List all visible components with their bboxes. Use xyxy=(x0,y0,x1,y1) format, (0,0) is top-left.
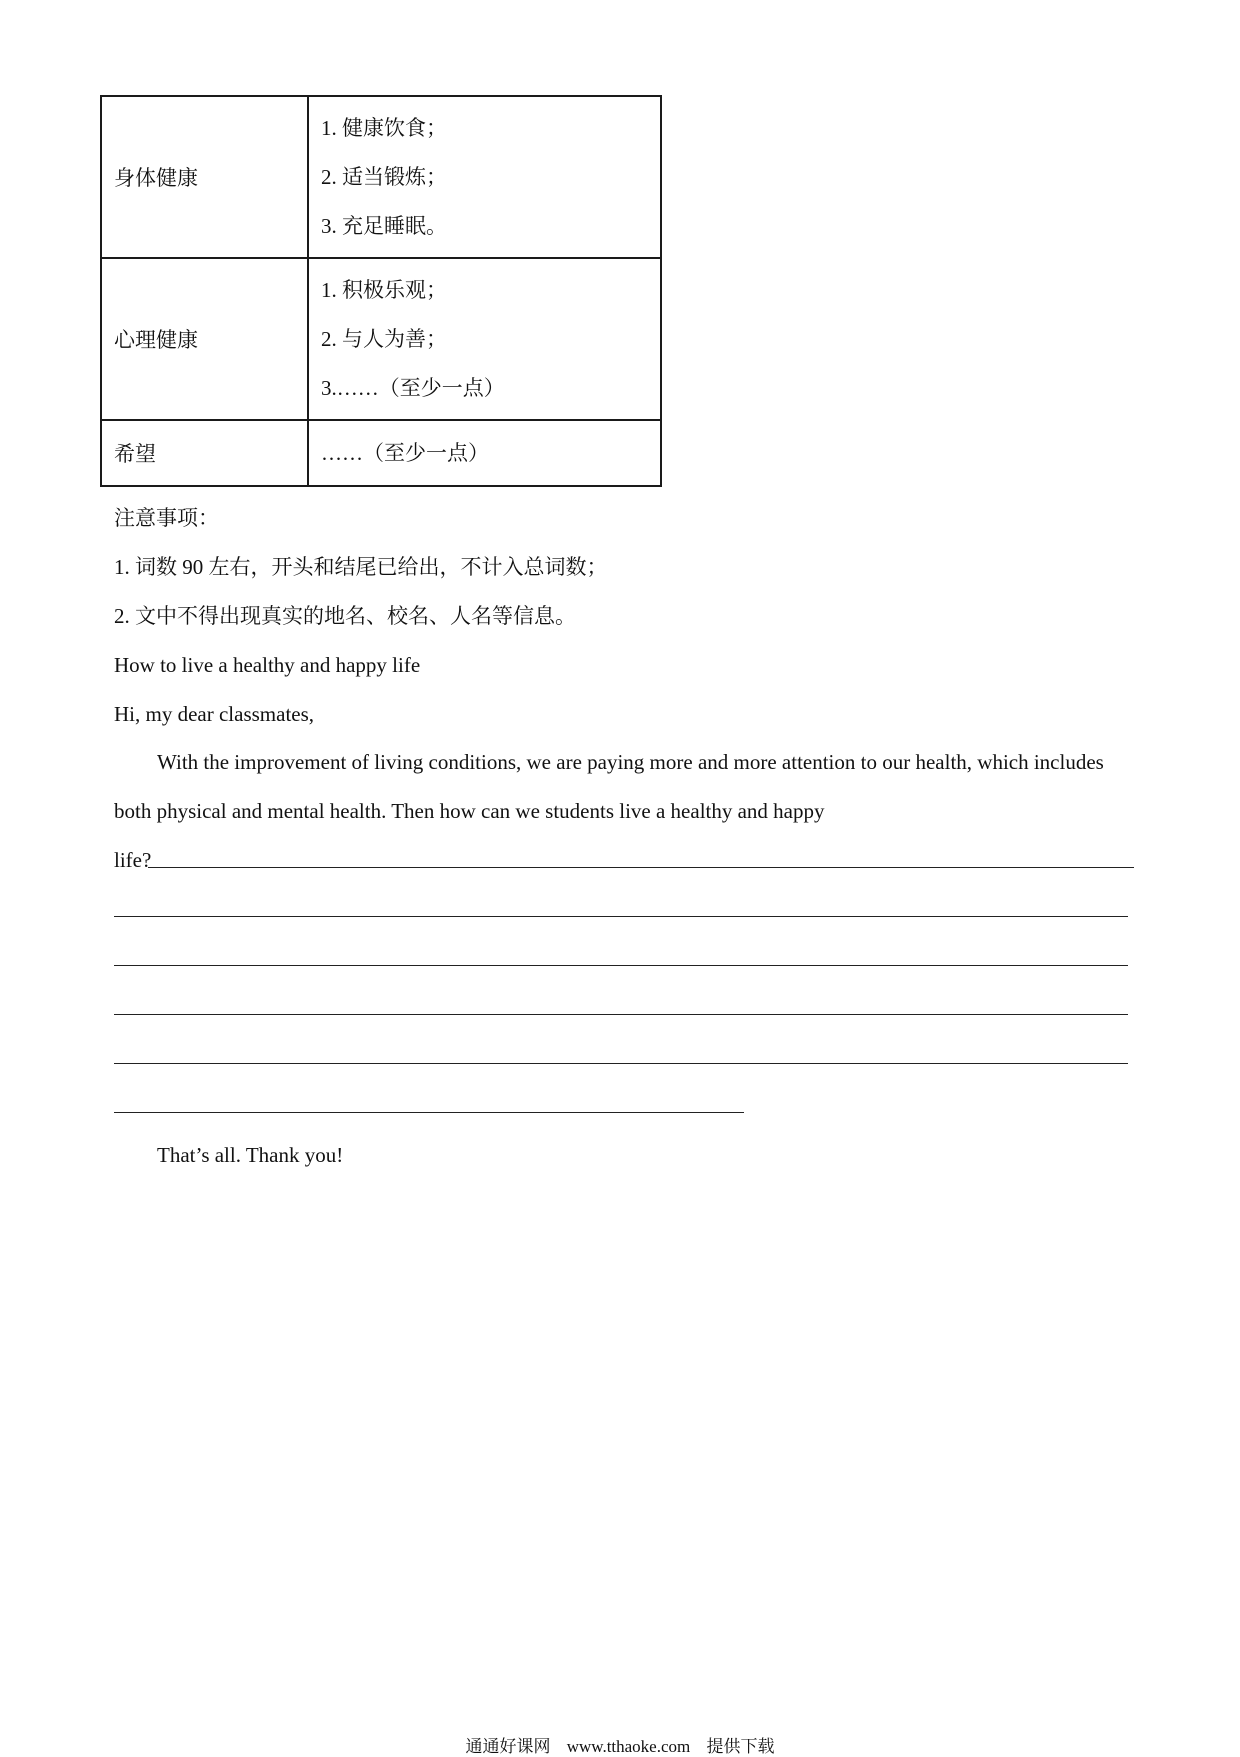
essay-greeting: Hi, my dear classmates, xyxy=(114,702,315,726)
note-item-2: 2. 文中不得出现真实的地名、校名、人名等信息。 xyxy=(114,604,576,628)
footer-suffix: 提供下载 xyxy=(706,1737,775,1756)
notes-heading: 注意事项： xyxy=(114,506,219,530)
answer-line-4 xyxy=(114,1014,1128,1015)
row-items xyxy=(308,96,661,258)
essay-intro-line-1: With the improvement of living conditions, we are paying more and more attention to our health, which includes xyxy=(157,750,1104,774)
answer-line-2 xyxy=(114,916,1128,917)
table-row-physical xyxy=(101,96,661,258)
row-label: 希望 xyxy=(101,420,308,486)
answer-line-5 xyxy=(114,1063,1128,1064)
row-label: 心理健康 xyxy=(101,258,308,420)
row-label: 身体健康 xyxy=(101,96,308,258)
answer-line-6 xyxy=(114,1112,744,1113)
answer-line-1 xyxy=(148,867,1134,868)
outline-table xyxy=(100,95,662,487)
footer-url[interactable]: www.tthaoke.com xyxy=(566,1737,691,1756)
note-item-1: 1. 词数 90 左右，开头和结尾已给出，不计入总词数； xyxy=(114,555,608,579)
table-row-mental xyxy=(101,258,661,420)
list-item: 1. 健康饮食； xyxy=(321,115,447,140)
footer-site-name: 通通好课网 xyxy=(465,1737,551,1756)
list-item: ……（至少一点） xyxy=(321,440,489,465)
essay-closing: That’s all. Thank you! xyxy=(157,1143,344,1167)
essay-title: How to live a healthy and happy life xyxy=(114,653,421,677)
row-items xyxy=(308,258,661,420)
list-item: 2. 与人为善； xyxy=(321,326,447,351)
list-item: 3.……（至少一点） xyxy=(321,375,505,400)
list-item: 3. 充足睡眠。 xyxy=(321,213,447,238)
list-item: 2. 适当锻炼； xyxy=(321,164,447,189)
page-footer xyxy=(0,1732,1240,1757)
table-row-hope xyxy=(101,420,661,486)
answer-line-3 xyxy=(114,965,1128,966)
row-items xyxy=(308,420,661,486)
list-item: 1. 积极乐观； xyxy=(321,277,447,302)
essay-intro-line-3: life? xyxy=(114,848,152,872)
essay-intro-line-2: both physical and mental health. Then how can we students live a healthy and happy xyxy=(114,799,825,823)
